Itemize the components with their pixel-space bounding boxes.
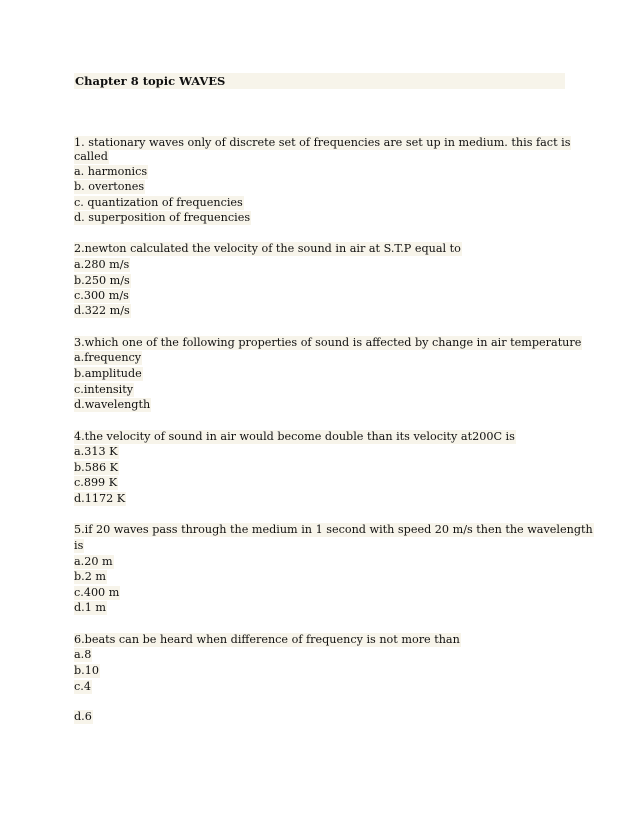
question-2-option-c: c.300 m/s — [74, 289, 129, 302]
question-6-option-a: a.8 — [74, 648, 92, 661]
question-1-text-line-2: called — [74, 150, 108, 163]
question-5-text-line-2: is — [74, 539, 84, 552]
question-1-option-b: b. overtones — [74, 180, 145, 193]
question-3-option-b: b.amplitude — [74, 367, 142, 380]
question-2-option-b: b.250 m/s — [74, 274, 130, 287]
question-4-text: 4.the velocity of sound in air would become double than its velocity at200C is — [74, 430, 515, 443]
question-1-text-line-1: 1. stationary waves only of discrete set of frequencies are set up in medium. this fact is — [74, 136, 571, 149]
question-5-option-b: b.2 m — [74, 570, 107, 583]
question-6-text: 6.beats can be heard when difference of frequency is not more than — [74, 633, 460, 646]
question-2-text: 2.newton calculated the velocity of the sound in air at S.T.P equal to — [74, 242, 461, 255]
question-5-option-c: c.400 m — [74, 586, 120, 599]
question-5-option-d: d.1 m — [74, 601, 107, 614]
question-4-option-b: b.586 K — [74, 461, 118, 474]
question-5-text-line-1: 5.if 20 waves pass through the medium in 1 second with speed 20 m/s then the wavelength — [74, 523, 593, 536]
question-1-option-a: a. harmonics — [74, 165, 148, 178]
question-6-option-c: c.4 — [74, 680, 91, 693]
question-6-option-d: d.6 — [74, 710, 92, 723]
question-1-option-d: d. superposition of frequencies — [74, 211, 251, 224]
question-2-option-a: a.280 m/s — [74, 258, 130, 271]
question-1-option-c: c. quantization of frequencies — [74, 196, 243, 209]
question-3-option-d: d.wavelength — [74, 398, 151, 411]
page-title: Chapter 8 topic WAVES — [75, 74, 226, 88]
question-6-option-b: b.10 — [74, 664, 99, 677]
question-2-option-d: d.322 m/s — [74, 304, 130, 317]
question-3-option-a: a.frequency — [74, 351, 142, 364]
question-4-option-c: c.899 K — [74, 476, 118, 489]
question-3-option-c: c.intensity — [74, 383, 134, 396]
question-5-option-a: a.20 m — [74, 555, 113, 568]
question-4-option-a: a.313 K — [74, 445, 118, 458]
question-4-option-d: d.1172 K — [74, 492, 126, 505]
question-3-text: 3.which one of the following properties of sound is affected by change in air temperature — [74, 336, 582, 349]
